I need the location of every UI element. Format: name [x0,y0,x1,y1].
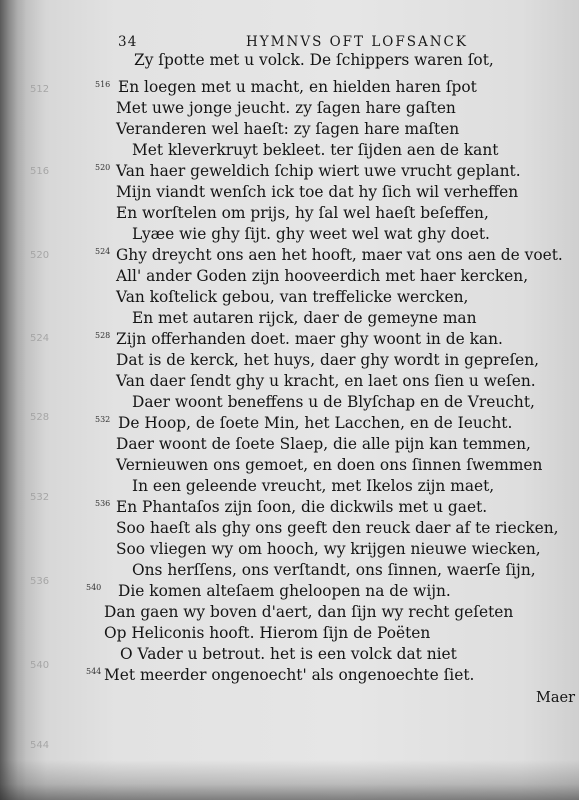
line-number: 532 [95,415,111,424]
verse-line: Mijn viandt wenſch ick toe dat hy ſich wil verheffen [116,183,519,201]
line-number: 520 [95,163,111,172]
pencil-marginal-number: 536 [30,576,50,587]
verse-line: En met autaren rijck, daer de gemeyne man [132,309,477,327]
line-number: 528 [95,331,111,340]
verse-line: All' ander Goden zijn hooveerdich met haer kercken, [116,267,529,285]
pencil-marginal-number: 512 [30,84,50,95]
verse-line: Daer woont beneffens u de Blyſchap en de Vreucht, [132,393,535,411]
pencil-marginal-number: 532 [30,492,50,503]
verse-line: Zijn offerhanden doet. maer ghy woont in de kan. [116,330,503,348]
verse-line: Van koſtelick gebou, van treffelicke wercken, [116,288,469,306]
verse-line: Op Heliconis hooft. Hierom ſijn de Poëten [104,624,431,642]
verse-line: De Hoop, de ſoete Min, het Lacchen, en de Ieucht. [118,414,513,432]
verse-line: En loegen met u macht, en hielden haren ſpot [118,78,477,96]
verse-line: Soo haeſt als ghy ons geeft den reuck daer af te riecken, [116,519,559,537]
verse-line: Met uwe jonge jeucht. zy ſagen hare gaſten [116,99,456,117]
pencil-marginal-number: 540 [30,660,50,671]
page-bottom-shadow [0,760,579,800]
line-number: 540 [86,583,102,592]
verse-line: Ons herſſens, ons verſtandt, ons ſinnen, waerſe ſijn, [132,561,536,579]
verse-line: En Phantaſos zijn ſoon, die dickwils met u gaet. [116,498,488,516]
pencil-marginal-number: 544 [30,740,50,751]
verse-line: Ghy dreycht ons aen het hooft, maer vat ons aen de voet. [116,246,563,264]
pencil-marginal-number: 516 [30,166,50,177]
book-spine-shadow [0,0,26,800]
verse-line: Met kleverkruyt bekleet. ter ſijden aen de kant [132,141,499,159]
line-number: 524 [95,247,111,256]
verse-line: O Vader u betrout. het is een volck dat niet [120,645,457,663]
verse-line: Daer woont de ſoete Slaep, die alle pijn kan temmen, [116,435,531,453]
catchword: Maer [536,690,576,706]
verse-line: Van daer ſendt ghy u kracht, en laet ons ſien u weſen. [116,372,536,390]
running-title: HYMNVS OFT LOFSANCK [246,34,468,50]
line-number: 516 [95,80,111,89]
pencil-marginal-number: 520 [30,250,50,261]
verse-line: Soo vliegen wy om hooch, wy krijgen nieuwe wiecken, [116,540,541,558]
page-number: 34 [118,34,138,50]
verse-line: En worſtelen om prijs, hy ſal wel haeſt beſeffen, [116,204,489,222]
pencil-marginal-number: 528 [30,412,50,423]
verse-line: Zy ſpotte met u volck. De ſchippers waren ſot, [134,51,494,69]
verse-line: Met meerder ongenoecht' als ongenoechte ſiet. [104,666,475,684]
verse-line: In een geleende vreucht, met Ikelos zijn maet, [132,477,495,495]
verse-line: Dan gaen wy boven d'aert, dan ſijn wy recht geſeten [104,603,514,621]
verse-line: Die komen alteſaem gheloopen na de wijn. [118,582,451,600]
verse-line: Van haer geweldich ſchip wiert uwe vrucht geplant. [116,162,521,180]
pencil-marginal-number: 524 [30,333,50,344]
verse-line: Vernieuwen ons gemoet, en doen ons ſinnen ſwemmen [116,456,543,474]
verse-line: Lyæe wie ghy ſijt. ghy weet wel wat ghy doet. [132,225,490,243]
line-number: 536 [95,499,111,508]
line-number: 544 [86,667,102,676]
verse-line: Veranderen wel haeſt: zy ſagen hare maſten [116,120,460,138]
verse-line: Dat is de kerck, het huys, daer ghy wordt in gepreſen, [116,351,540,369]
